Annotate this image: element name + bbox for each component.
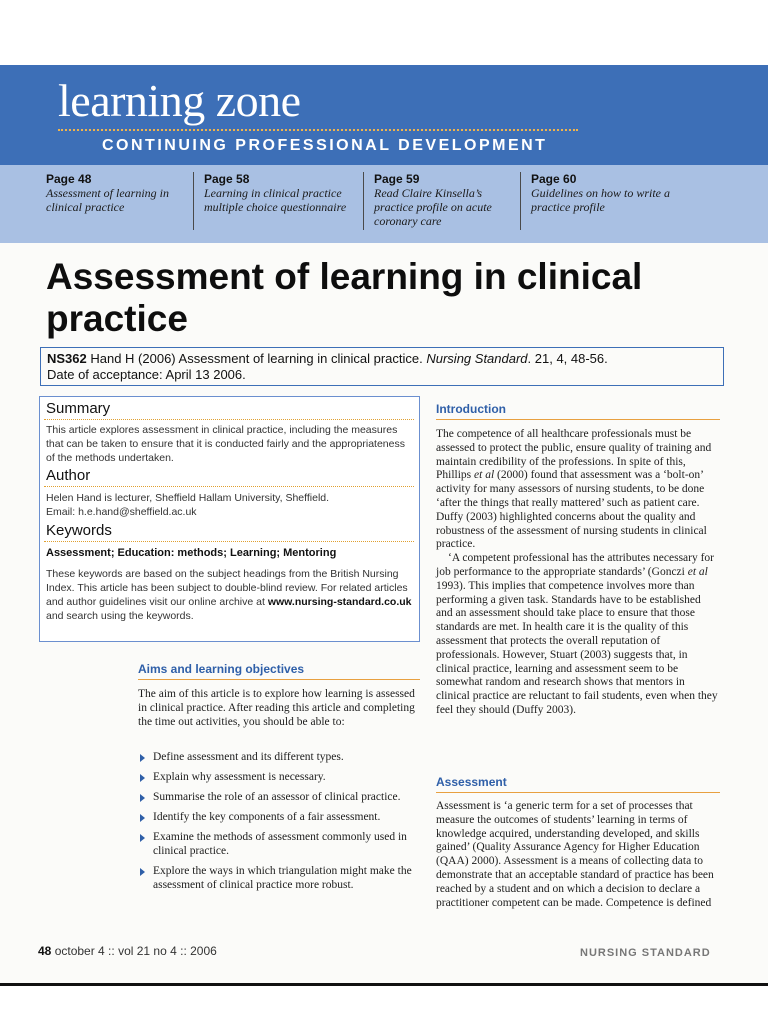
aims-divider (138, 679, 420, 680)
issue-details: october 4 :: vol 21 no 4 :: 2006 (51, 944, 217, 958)
toc-item-page-48[interactable] (46, 172, 186, 230)
brand-divider (58, 129, 578, 131)
citation-box (40, 347, 724, 386)
article-code: NS362 (47, 351, 87, 366)
triangle-bullet-icon (140, 834, 145, 842)
citation-line (47, 351, 717, 367)
toc-item-page-59[interactable] (374, 172, 522, 230)
objective-text: Explain why assessment is necessary. (153, 771, 326, 783)
aims-heading: Aims and learning objectives (138, 662, 305, 676)
brand-subtitle: CONTINUING PROFESSIONAL DEVELOPMENT (102, 137, 548, 154)
keywords-note-text: These keywords are based on the subject headings from the British Nursing Index. This article has been subject to double-blind review. For related articles and author guidelines visit our online archive at (46, 568, 408, 608)
footer-journal-name: NURSING STANDARD (580, 947, 711, 959)
toc-description: Read Claire Kinsella’s practice profile on acute coronary care (374, 186, 492, 228)
list-item (138, 864, 420, 892)
keywords-note (46, 567, 414, 623)
toc-item-page-60[interactable] (531, 172, 691, 230)
triangle-bullet-icon (140, 774, 145, 782)
author-heading: Author (46, 467, 91, 484)
toc-divider (363, 172, 364, 230)
author-email[interactable]: Email: h.e.hand@sheffield.ac.uk (46, 506, 197, 518)
citation-volume: . 21, 4, 48-56. (527, 351, 608, 366)
objectives-list (138, 750, 420, 898)
list-item (138, 810, 420, 824)
triangle-bullet-icon (140, 814, 145, 822)
journal-name: Nursing Standard (426, 351, 528, 366)
author-divider (44, 486, 414, 487)
list-item (138, 770, 420, 784)
author-affiliation: Helen Hand is lecturer, Sheffield Hallam University, Sheffield. (46, 492, 330, 504)
summary-box (39, 396, 420, 642)
objective-text: Define assessment and its different types. (153, 751, 344, 763)
text-run: (2000) found that assessment was a ‘bolt-on’ activity for many assessors of nursing students, to be done ‘after the things that really mattered’ such as patient care. Duffy (2003) highlighted concerns about the quality and robustness of the assessment of nursing students in clinical practice. (436, 469, 707, 551)
toc-divider (520, 172, 521, 230)
introduction-heading: Introduction (436, 402, 506, 416)
list-item (138, 750, 420, 764)
text-run: The competence of all healthcare professionals must be assessed to protect the public, ensure quality of training and maintain credibility of the professions. In spite of this, Phillips (436, 428, 712, 482)
website-link[interactable]: www.nursing-standard.co.uk (267, 596, 412, 608)
list-item (138, 830, 420, 858)
objective-text: Examine the methods of assessment commonly used in clinical practice. (153, 831, 407, 857)
aims-intro: The aim of this article is to explore how learning is assessed in clinical practice. After reading this article and completing the time out activities, you should be able to: (138, 688, 415, 728)
introduction-body (436, 428, 720, 718)
assessment-heading: Assessment (436, 775, 507, 789)
introduction-divider (436, 419, 720, 420)
text-run: 1993). This implies that competence involves more than performing a given task. Standards have to be established and an assessment should take place to ensure that those standards are met. In health care it is the quality of this assessment that protects the overall reputation of professionals. However, Stuart (2003) suggests that, in clinical practice, learning and assessment seem to be somewhat random and research shows that mentors in clinical practice are reluctant to fail students, even when they feel they should (Duffy 2003). (436, 579, 718, 716)
objective-text: Summarise the role of an assessor of clinical practice. (153, 791, 401, 803)
keywords-note-text-end: and search using the keywords. (46, 610, 194, 622)
footer-issue-info (38, 944, 217, 958)
introduction-paragraph-2 (436, 552, 720, 718)
summary-text: This article explores assessment in clinical practice, including the measures that can be taken to ensure that it is conducted fairly and the appropriateness of the methods undertaken. (46, 424, 405, 464)
keywords-divider (44, 541, 414, 542)
toc-page-label: Page 59 (374, 172, 420, 186)
triangle-bullet-icon (140, 868, 145, 876)
acceptance-date: Date of acceptance: April 13 2006. (47, 367, 246, 382)
text-run-italic: et al (687, 565, 708, 578)
toc-page-label: Page 48 (46, 172, 92, 186)
keywords-list: Assessment; Education: methods; Learning; Mentoring (46, 547, 337, 559)
introduction-paragraph-1 (436, 428, 720, 552)
triangle-bullet-icon (140, 754, 145, 762)
text-run: ‘A competent professional has the attributes necessary for job performance to the appropriate standards’ (Gonczi (436, 552, 715, 578)
page-number: 48 (38, 944, 52, 958)
toc-description: Guidelines on how to write a practice profile (531, 186, 670, 214)
toc-page-label: Page 58 (204, 172, 250, 186)
objective-text: Identify the key components of a fair assessment. (153, 811, 381, 823)
assessment-divider (436, 792, 720, 793)
objective-text: Explore the ways in which triangulation might make the assessment of clinical practice more robust. (153, 865, 412, 891)
text-run-italic: et al (474, 469, 495, 482)
toc-item-page-58[interactable] (204, 172, 354, 230)
toc-divider (193, 172, 194, 230)
keywords-heading: Keywords (46, 522, 112, 539)
article-title: Assessment of learning in clinical practice (46, 256, 643, 339)
citation-text: Hand H (2006) Assessment of learning in clinical practice. (86, 351, 427, 366)
summary-heading: Summary (46, 400, 111, 417)
triangle-bullet-icon (140, 794, 145, 802)
list-item (138, 790, 420, 804)
summary-divider (44, 419, 414, 420)
assessment-body: Assessment is ‘a generic term for a set of processes that measure the outcomes of students’ learning in terms of knowledge acquired, understanding developed, and skills gained’ (Quality Assurance Agency for Higher Education (QAA) 2000). Assessment is a means of collecting data to demonstrate that an acceptable standard of practice has been reached by a student and on which a decision to declare a practitioner competent can be made. Competence is defined (436, 800, 714, 909)
toc-page-label: Page 60 (531, 172, 577, 186)
brand-title: learning zone (58, 75, 301, 126)
toc-description: Assessment of learning in clinical practice (46, 186, 169, 214)
bottom-rule (0, 983, 768, 986)
toc-description: Learning in clinical practice multiple choice questionnaire (204, 186, 347, 214)
